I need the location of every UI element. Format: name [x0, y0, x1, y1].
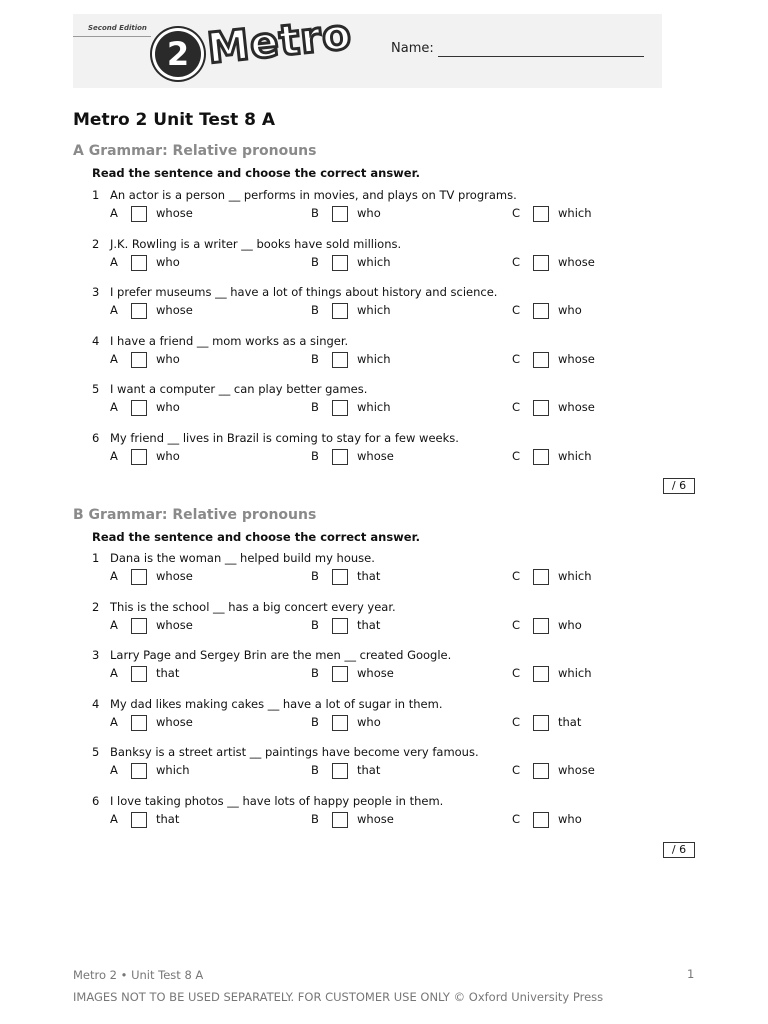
question-number: 4	[92, 696, 100, 711]
option-word: whose	[558, 400, 595, 415]
answer-checkbox[interactable]	[332, 715, 348, 731]
test-title: Metro 2 Unit Test 8 A	[73, 110, 276, 130]
option-letter: B	[311, 812, 319, 826]
option-letter: A	[110, 617, 118, 632]
question-text: I love taking photos __ have lots of happy people in them.	[110, 794, 444, 808]
question-item	[92, 334, 712, 374]
edition-divider	[73, 36, 151, 37]
option-word: who	[558, 303, 582, 318]
option-letter: C	[512, 206, 521, 220]
question-item	[92, 745, 712, 785]
question-item	[92, 188, 712, 228]
answer-checkbox[interactable]	[533, 618, 549, 634]
question-item	[92, 237, 712, 277]
option-letter: C	[512, 569, 521, 583]
answer-checkbox[interactable]	[131, 400, 147, 416]
option-word: who	[357, 714, 381, 729]
logo-number-badge	[155, 31, 201, 77]
option-word: whose	[357, 666, 394, 681]
answer-checkbox[interactable]	[131, 812, 147, 828]
question-item	[92, 382, 712, 422]
option-letter: C	[512, 763, 521, 778]
answer-checkbox[interactable]	[332, 255, 348, 271]
option-word: which	[357, 254, 391, 269]
question-text: My dad likes making cakes __ have a lot of sugar in them.	[110, 696, 443, 711]
option-letter: A	[110, 303, 118, 318]
question-text: Banksy is a street artist __ paintings have become very famous.	[110, 745, 479, 760]
option-word: which	[558, 666, 592, 681]
option-letter: A	[110, 812, 118, 826]
option-letter: A	[110, 666, 118, 681]
question-number: 5	[92, 745, 100, 760]
option-letter: B	[311, 400, 319, 415]
option-letter: A	[110, 449, 118, 463]
option-letter: C	[512, 714, 521, 729]
option-letter: C	[512, 666, 521, 681]
option-letter: A	[110, 714, 118, 729]
option-word: which	[156, 763, 190, 778]
question-text: An actor is a person __ performs in movies, and plays on TV programs.	[110, 188, 517, 202]
option-letter: A	[110, 206, 118, 220]
answer-checkbox[interactable]	[131, 255, 147, 271]
answer-checkbox[interactable]	[533, 206, 549, 222]
answer-checkbox[interactable]	[332, 763, 348, 779]
option-letter: B	[311, 351, 319, 366]
copyright-notice: IMAGES NOT TO BE USED SEPARATELY. FOR CUSTOMER USE ONLY © Oxford University Press	[73, 990, 604, 1004]
option-word: which	[357, 303, 391, 318]
option-word: who	[156, 400, 180, 415]
answer-checkbox[interactable]	[332, 569, 348, 585]
option-word: whose	[156, 569, 193, 583]
edition-label: Second Edition	[88, 24, 147, 32]
question-item	[92, 551, 712, 591]
section-instruction: Read the sentence and choose the correct answer.	[92, 166, 420, 180]
answer-checkbox[interactable]	[533, 303, 549, 319]
option-letter: B	[311, 617, 319, 632]
question-text: J.K. Rowling is a writer __ books have sold millions.	[110, 236, 402, 251]
answer-checkbox[interactable]	[332, 449, 348, 465]
name-label: Name:	[391, 41, 434, 56]
question-text: My friend __ lives in Brazil is coming to stay for a few weeks.	[110, 431, 459, 445]
question-text: This is the school __ has a big concert every year.	[110, 599, 396, 614]
answer-checkbox[interactable]	[131, 352, 147, 368]
answer-checkbox[interactable]	[131, 666, 147, 682]
option-letter: B	[311, 714, 319, 729]
option-letter: C	[512, 351, 521, 366]
option-word: who	[357, 206, 381, 220]
option-letter: A	[110, 569, 118, 583]
option-word: whose	[156, 206, 193, 220]
option-word: whose	[156, 303, 193, 318]
option-word: which	[558, 449, 592, 463]
option-word: who	[156, 449, 180, 463]
question-number: 2	[92, 599, 100, 614]
option-word: whose	[156, 714, 193, 729]
option-word: that	[357, 617, 381, 632]
section-score-box: / 6	[663, 478, 695, 494]
answer-checkbox[interactable]	[131, 569, 147, 585]
option-letter: B	[311, 666, 319, 681]
option-word: who	[558, 812, 582, 826]
question-number: 2	[92, 236, 100, 251]
option-word: whose	[558, 351, 595, 366]
page-number: 1	[687, 967, 695, 981]
answer-checkbox[interactable]	[533, 352, 549, 368]
footer-title: Metro 2 • Unit Test 8 A	[73, 968, 204, 982]
option-letter: B	[311, 763, 319, 778]
option-letter: A	[110, 400, 118, 415]
option-letter: B	[311, 569, 319, 583]
question-number: 5	[92, 382, 100, 397]
option-letter: B	[311, 254, 319, 269]
option-word: whose	[357, 449, 394, 463]
question-item	[92, 794, 712, 834]
answer-checkbox[interactable]	[332, 206, 348, 222]
question-text: Larry Page and Sergey Brin are the men __ created Google.	[110, 648, 452, 663]
option-letter: C	[512, 617, 521, 632]
option-letter: A	[110, 351, 118, 366]
logo-number: 2	[166, 35, 190, 73]
option-word: that	[357, 569, 381, 583]
question-number: 1	[92, 551, 100, 565]
section-heading: A Grammar: Relative pronouns	[73, 143, 317, 159]
option-word: that	[156, 666, 180, 681]
logo-wordmark: Metro	[204, 9, 355, 74]
option-word: which	[558, 569, 592, 583]
question-item	[92, 285, 712, 325]
answer-checkbox[interactable]	[533, 255, 549, 271]
question-item	[92, 697, 712, 737]
option-word: whose	[558, 763, 595, 778]
option-word: which	[357, 351, 391, 366]
question-number: 1	[92, 188, 100, 202]
option-word: which	[357, 400, 391, 415]
section-instruction: Read the sentence and choose the correct answer.	[92, 530, 420, 544]
answer-checkbox[interactable]	[131, 206, 147, 222]
answer-checkbox[interactable]	[533, 715, 549, 731]
answer-checkbox[interactable]	[332, 400, 348, 416]
option-word: who	[558, 617, 582, 632]
question-text: I want a computer __ can play better games.	[110, 382, 368, 397]
answer-checkbox[interactable]	[533, 812, 549, 828]
option-letter: A	[110, 254, 118, 269]
option-letter: C	[512, 812, 521, 826]
option-word: that	[357, 763, 381, 778]
option-word: that	[558, 714, 582, 729]
answer-checkbox[interactable]	[533, 569, 549, 585]
question-number: 6	[92, 794, 100, 808]
name-field-line[interactable]	[438, 56, 644, 57]
question-item	[92, 600, 712, 640]
answer-checkbox[interactable]	[131, 449, 147, 465]
option-word: whose	[357, 812, 394, 826]
answer-checkbox[interactable]	[332, 812, 348, 828]
option-letter: C	[512, 303, 521, 318]
answer-checkbox[interactable]	[533, 666, 549, 682]
question-item	[92, 431, 712, 471]
option-word: which	[558, 206, 592, 220]
question-text: I prefer museums __ have a lot of things about history and science.	[110, 285, 498, 300]
option-letter: C	[512, 254, 521, 269]
option-letter: B	[311, 206, 319, 220]
option-word: who	[156, 351, 180, 366]
answer-checkbox[interactable]	[332, 352, 348, 368]
option-letter: B	[311, 303, 319, 318]
option-letter: B	[311, 449, 319, 463]
option-letter: C	[512, 400, 521, 415]
option-word: whose	[156, 617, 193, 632]
question-item	[92, 648, 712, 688]
answer-checkbox[interactable]	[533, 400, 549, 416]
option-letter: A	[110, 763, 118, 778]
option-letter: C	[512, 449, 521, 463]
answer-checkbox[interactable]	[332, 303, 348, 319]
question-text: I have a friend __ mom works as a singer.	[110, 333, 349, 348]
answer-checkbox[interactable]	[131, 763, 147, 779]
answer-checkbox[interactable]	[533, 763, 549, 779]
answer-checkbox[interactable]	[131, 618, 147, 634]
answer-checkbox[interactable]	[131, 303, 147, 319]
answer-checkbox[interactable]	[131, 715, 147, 731]
question-number: 6	[92, 431, 100, 445]
question-text: Dana is the woman __ helped build my house.	[110, 551, 375, 565]
option-word: whose	[558, 254, 595, 269]
answer-checkbox[interactable]	[332, 618, 348, 634]
section-score-box: / 6	[663, 842, 695, 858]
question-number: 3	[92, 648, 100, 663]
question-number: 4	[92, 333, 100, 348]
answer-checkbox[interactable]	[533, 449, 549, 465]
question-number: 3	[92, 285, 100, 300]
option-word: that	[156, 812, 180, 826]
option-word: who	[156, 254, 180, 269]
section-heading: B Grammar: Relative pronouns	[73, 507, 317, 523]
answer-checkbox[interactable]	[332, 666, 348, 682]
